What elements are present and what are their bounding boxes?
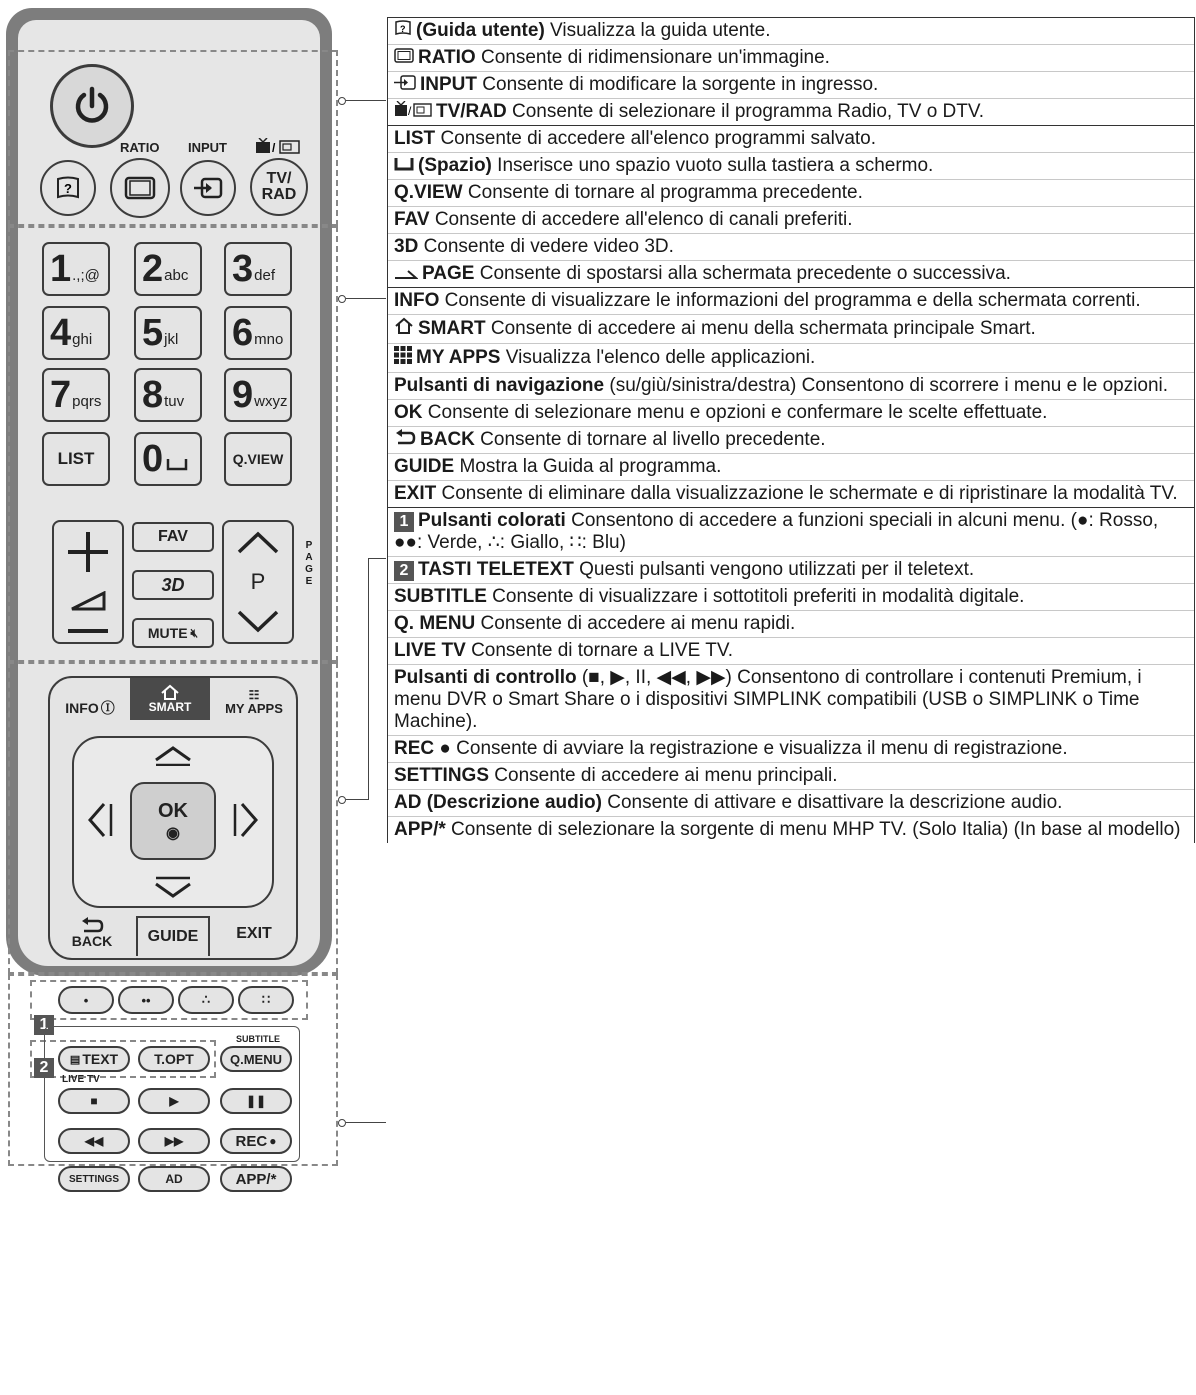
description-text: Mostra la Guida al programma. [454,456,722,478]
description-row [388,314,1194,343]
number-key-letters: abc [164,266,189,284]
pause-button[interactable] [220,1088,292,1114]
description-key: SETTINGS [394,765,490,787]
number-key-digit: 8 [142,373,163,416]
description-row [388,288,1194,314]
description-row [388,372,1194,399]
description-text: Consente di modificare la sorgente in ingresso. [477,74,879,96]
zero-space-button[interactable] [134,432,202,486]
blue-dots-icon: ∷ [261,992,271,1007]
number-key-letters: .,;@ [72,266,100,284]
home-icon [160,684,180,700]
description-row [388,610,1194,637]
description-key: LIVE TV [394,640,466,662]
back-button[interactable] [54,910,130,956]
topt-label: T.OPT [154,1051,194,1067]
description-text: Consente di tornare a LIVE TV. [465,640,734,662]
exit-button[interactable] [216,912,292,956]
description-row [388,508,1194,556]
fav-label: FAV [158,528,188,545]
arrow-down-icon[interactable] [152,876,194,898]
description-text: Consente di tornare al livello precedente. [474,429,826,451]
description-row [388,816,1194,843]
teletext-button[interactable] [58,1046,130,1072]
description-row [388,399,1194,426]
qmenu-label: Q.MENU [230,1051,282,1067]
connector-line-2 [346,298,386,299]
myapps-label: MY APPS [225,700,283,716]
description-row [388,426,1194,453]
home-icon [394,317,414,341]
description-text: Visualizza l'elenco delle applicazioni. [500,347,816,369]
description-row [388,44,1194,71]
qview-button[interactable] [224,432,292,486]
description-key: BACK [420,429,475,451]
number-key-letters: tuv [164,392,185,410]
description-key: OK [394,402,423,424]
description-row [388,637,1194,664]
description-key: TV/RAD [436,101,507,123]
smart-label: SMART [148,700,192,714]
arrow-left-icon[interactable] [86,800,114,840]
description-row [388,233,1194,260]
connector-dot-3 [338,796,346,804]
description-key: (Guida utente) [416,20,545,42]
play-icon: ▶ [169,1094,179,1108]
p-label: P [250,568,266,594]
space-icon [394,155,414,177]
number-key-7[interactable] [42,368,110,422]
description-key: AD (Descrizione audio) [394,792,602,814]
channel-rocker[interactable] [222,520,294,644]
guide-book-icon [394,20,412,42]
description-text: Consente di attivare e disattivare la descrizione audio. [601,792,1063,814]
3d-button[interactable] [132,570,214,600]
exit-label: EXIT [236,925,272,942]
description-group-4 [387,507,1195,843]
back-arrow-icon [394,429,416,451]
description-key: INFO [394,290,440,312]
description-row [388,762,1194,789]
description-key: Pulsanti di controllo [394,667,577,689]
description-key: REC ● [394,738,451,760]
pause-icon: ❚❚ [245,1094,267,1108]
description-row [388,18,1194,44]
text-icon: ▤ [69,1053,81,1066]
subtitle-label: SUBTITLE [236,1034,280,1044]
page-vertical-label [303,540,315,588]
number-key-digit: 6 [232,311,253,354]
description-text: Consente di ridimensionare un'immagine. [475,47,830,69]
power-icon [70,84,114,128]
description-text: Visualizza la guida utente. [544,20,771,42]
info-label: INFO [65,700,99,716]
description-text: Consente di avviare la registrazione e visualizza il menu di registrazione. [450,738,1068,760]
svg-text:/: / [272,141,276,154]
description-text: Consente di accedere ai menu rapidi. [475,613,796,635]
connector-line-3a [346,799,368,800]
description-text: (su/giù/sinistra/destra) Consentono di scorrere i menu e le opzioni. [604,375,1169,397]
connector-line-1 [346,100,386,101]
number-key-letters: mno [254,330,284,348]
number-key-digit: 1 [50,247,71,290]
info-icon: Ⓘ [100,700,115,716]
tv-rad-button[interactable] [250,158,308,216]
input-button[interactable] [180,160,236,216]
description-text: Consente di accedere all'elenco programmi salvato. [435,128,877,150]
ok-target-icon: ◉ [166,824,180,842]
number-key-1[interactable] [42,242,110,296]
tv-radio-label-icon [255,138,301,157]
app-button[interactable] [220,1166,292,1192]
livetv-label: LIVE TV [62,1074,100,1085]
3d-label: 3D [161,574,185,595]
guide-button[interactable] [136,916,210,956]
back-label: BACK [71,933,113,949]
marker-2-label: 2 [39,1059,49,1076]
myapps-button[interactable] [214,680,294,724]
description-text: Consente di selezionare la sorgente di menu MHP TV. (Solo Italia) (In base al modello) [445,819,1181,841]
description-group-2 [387,125,1195,287]
stop-button[interactable] [58,1088,130,1114]
number-key-5[interactable] [134,306,202,360]
ad-button[interactable] [138,1166,210,1192]
description-text: Consente di eliminare dalla visualizzazione le schermate e di ripristinare la modalità TV. [436,483,1178,505]
description-key: APP/* [394,819,446,841]
number-key-3[interactable] [224,242,292,296]
description-key: 3D [394,236,419,258]
apps-grid-icon [394,346,412,370]
mute-label: MUTE [147,625,188,641]
description-text: (■, ▶, II, ◀◀, ▶▶) Consentono di controllare i contenuti Premium, i menu DVR o Smart Share o i dispositivi SIMPLINK compatibili (USB o SIMPLINK o Time Machine). [394,667,1142,733]
marker-2-icon: 2 [394,559,414,581]
description-row [388,453,1194,480]
page-icon [394,263,418,285]
svg-text:/: / [408,104,412,118]
connector-line-3c [368,558,386,559]
fastforward-button[interactable] [138,1128,210,1154]
description-row [388,152,1194,179]
description-row [388,664,1194,735]
number-key-digit: 2 [142,247,163,290]
ad-label: AD [165,1172,183,1186]
svg-text:?: ? [64,181,72,196]
number-key-4[interactable] [42,306,110,360]
qmenu-button[interactable] [220,1046,292,1072]
arrow-right-icon[interactable] [232,800,260,840]
green-button[interactable] [118,986,174,1014]
rec-button[interactable] [220,1128,292,1154]
list-button[interactable] [42,432,110,486]
number-key-letters: ghi [72,330,93,348]
stop-icon: ■ [90,1094,98,1108]
connector-line-4 [346,1122,386,1123]
connector-dot-1 [338,97,346,105]
description-row [388,735,1194,762]
description-group-1 [387,17,1195,125]
description-key: INPUT [420,74,477,96]
ok-label: OK [158,799,188,822]
description-text: Consente di tornare al programma precedente. [462,182,863,204]
description-key: SMART [418,318,486,340]
chevron-down-icon [236,610,280,634]
description-key: EXIT [394,483,437,505]
app-label: APP/* [235,1170,277,1188]
description-row [388,71,1194,98]
rec-label: REC [235,1132,268,1150]
svg-text:?: ? [400,24,406,34]
description-key: Pulsanti colorati [418,510,566,532]
number-key-letters: wxyz [254,392,288,410]
back-arrow-icon [80,917,104,933]
description-text: Consente di accedere all'elenco di canali preferiti. [429,209,853,231]
qview-label: Q.VIEW [232,451,284,467]
remote-control-illustration [0,0,340,1188]
connector-dot-2 [338,295,346,303]
description-key: FAV [394,209,430,231]
number-key-9[interactable] [224,368,292,422]
guide-book-icon [55,176,81,200]
description-row [388,260,1194,287]
text-label: TEXT [82,1051,119,1067]
description-text: Consente di visualizzare le informazioni del programma e della schermata correnti. [439,290,1141,312]
page-letters: PAGE [305,540,313,587]
input-icon [394,74,416,96]
description-key: Q. MENU [394,613,476,635]
connector-line-3b [368,558,369,800]
apps-grid-icon: ☷ [248,687,260,702]
mute-icon: 🔇︎ [190,625,199,640]
mute-button[interactable] [132,618,214,648]
guide-label: GUIDE [147,928,199,945]
plus-icon [66,530,110,574]
user-guide-button[interactable] [40,160,96,216]
description-key: Pulsanti di navigazione [394,375,605,397]
number-key-digit: 4 [50,311,71,354]
number-key-8[interactable] [134,368,202,422]
list-label: LIST [57,449,95,468]
connector-dot-4 [338,1119,346,1127]
yellow-button[interactable] [178,986,234,1014]
description-key: RATIO [418,47,476,69]
rewind-icon: ◀◀ [84,1134,104,1148]
number-key-digit: 5 [142,311,163,354]
marker-1-icon: 1 [394,510,414,532]
description-row [388,583,1194,610]
description-row [388,98,1194,125]
settings-label: SETTINGS [68,1173,119,1185]
yellow-dots-icon: ∴ [201,992,211,1007]
description-row [388,179,1194,206]
info-button[interactable] [52,680,128,736]
description-text: Consente di accedere ai menu della schermata principale Smart. [485,318,1036,340]
volume-icon [70,591,106,611]
power-button[interactable] [50,64,134,148]
description-group-3 [387,287,1195,507]
description-text: Consente di selezionare menu e opzioni e confermare le scelte effettuate. [422,402,1048,424]
number-key-digit: 3 [232,247,253,290]
description-text: Consente di visualizzare i sottotitoli preferiti in modalità digitale. [486,586,1025,608]
description-text: Consente di accedere ai menu principali. [489,765,838,787]
arrow-up-icon[interactable] [152,744,194,766]
tv-radio-icon [394,101,432,123]
description-text: Inserisce uno spazio vuoto sulla tastiera a schermo. [491,155,934,177]
ok-button[interactable] [130,782,216,860]
ratio-icon [124,176,156,200]
rec-dot-icon: ● [269,1134,277,1148]
description-row [388,789,1194,816]
description-row [388,556,1194,583]
description-key: (Spazio) [418,155,492,177]
minus-icon [66,628,110,634]
play-button[interactable] [138,1088,210,1114]
description-row [388,343,1194,372]
description-key: TASTI TELETEXT [418,559,574,581]
zero-label: 0 [142,437,163,480]
description-key: PAGE [422,263,475,285]
space-icon [166,457,188,471]
ratio-icon [394,47,414,69]
number-key-letters: pqrs [72,392,102,410]
fastforward-icon: ▶▶ [164,1134,184,1148]
number-key-letters: def [254,266,275,284]
blue-button[interactable] [238,986,294,1014]
description-key: Q.VIEW [394,182,463,204]
description-text: Consentono di accedere a funzioni speciali in alcuni menu. (●: Rosso, ●●: Verde, ∴: Giallo, ∷: Blu) [394,510,1159,554]
number-key-digit: 9 [232,373,253,416]
number-key-2[interactable] [134,242,202,296]
input-icon [193,177,223,199]
description-text: Questi pulsanti vengono utilizzati per il teletext. [573,559,975,581]
description-text: Consente di spostarsi alla schermata precedente o successiva. [474,263,1011,285]
description-text: Consente di selezionare il programma Radio, TV o DTV. [506,101,985,123]
description-key: MY APPS [416,347,501,369]
chevron-up-icon [236,530,280,554]
ratio-button[interactable] [110,158,170,218]
green-dots-icon: •• [141,992,151,1008]
description-row [388,126,1194,152]
ratio-label: RATIO [120,140,160,155]
description-key: SUBTITLE [394,586,487,608]
rewind-button[interactable] [58,1128,130,1154]
fav-button[interactable] [132,522,214,552]
description-key: GUIDE [394,456,455,478]
number-key-6[interactable] [224,306,292,360]
smart-button[interactable] [130,678,210,720]
settings-button[interactable] [58,1166,130,1192]
marker-1-label: 1 [39,1016,49,1033]
volume-rocker[interactable] [52,520,124,644]
marker-2-icon [34,1058,54,1078]
topt-button[interactable] [138,1046,210,1072]
description-key: LIST [394,128,436,150]
red-dot-icon: • [83,992,89,1008]
description-text: Consente di vedere video 3D. [418,236,674,258]
input-label: INPUT [188,140,227,155]
tv-rad-label: TV/ RAD [261,170,297,203]
description-row [388,206,1194,233]
description-row [388,480,1194,507]
red-button[interactable] [58,986,114,1014]
description-table [387,17,1195,843]
number-key-digit: 7 [50,373,71,416]
number-key-letters: jkl [164,330,179,348]
